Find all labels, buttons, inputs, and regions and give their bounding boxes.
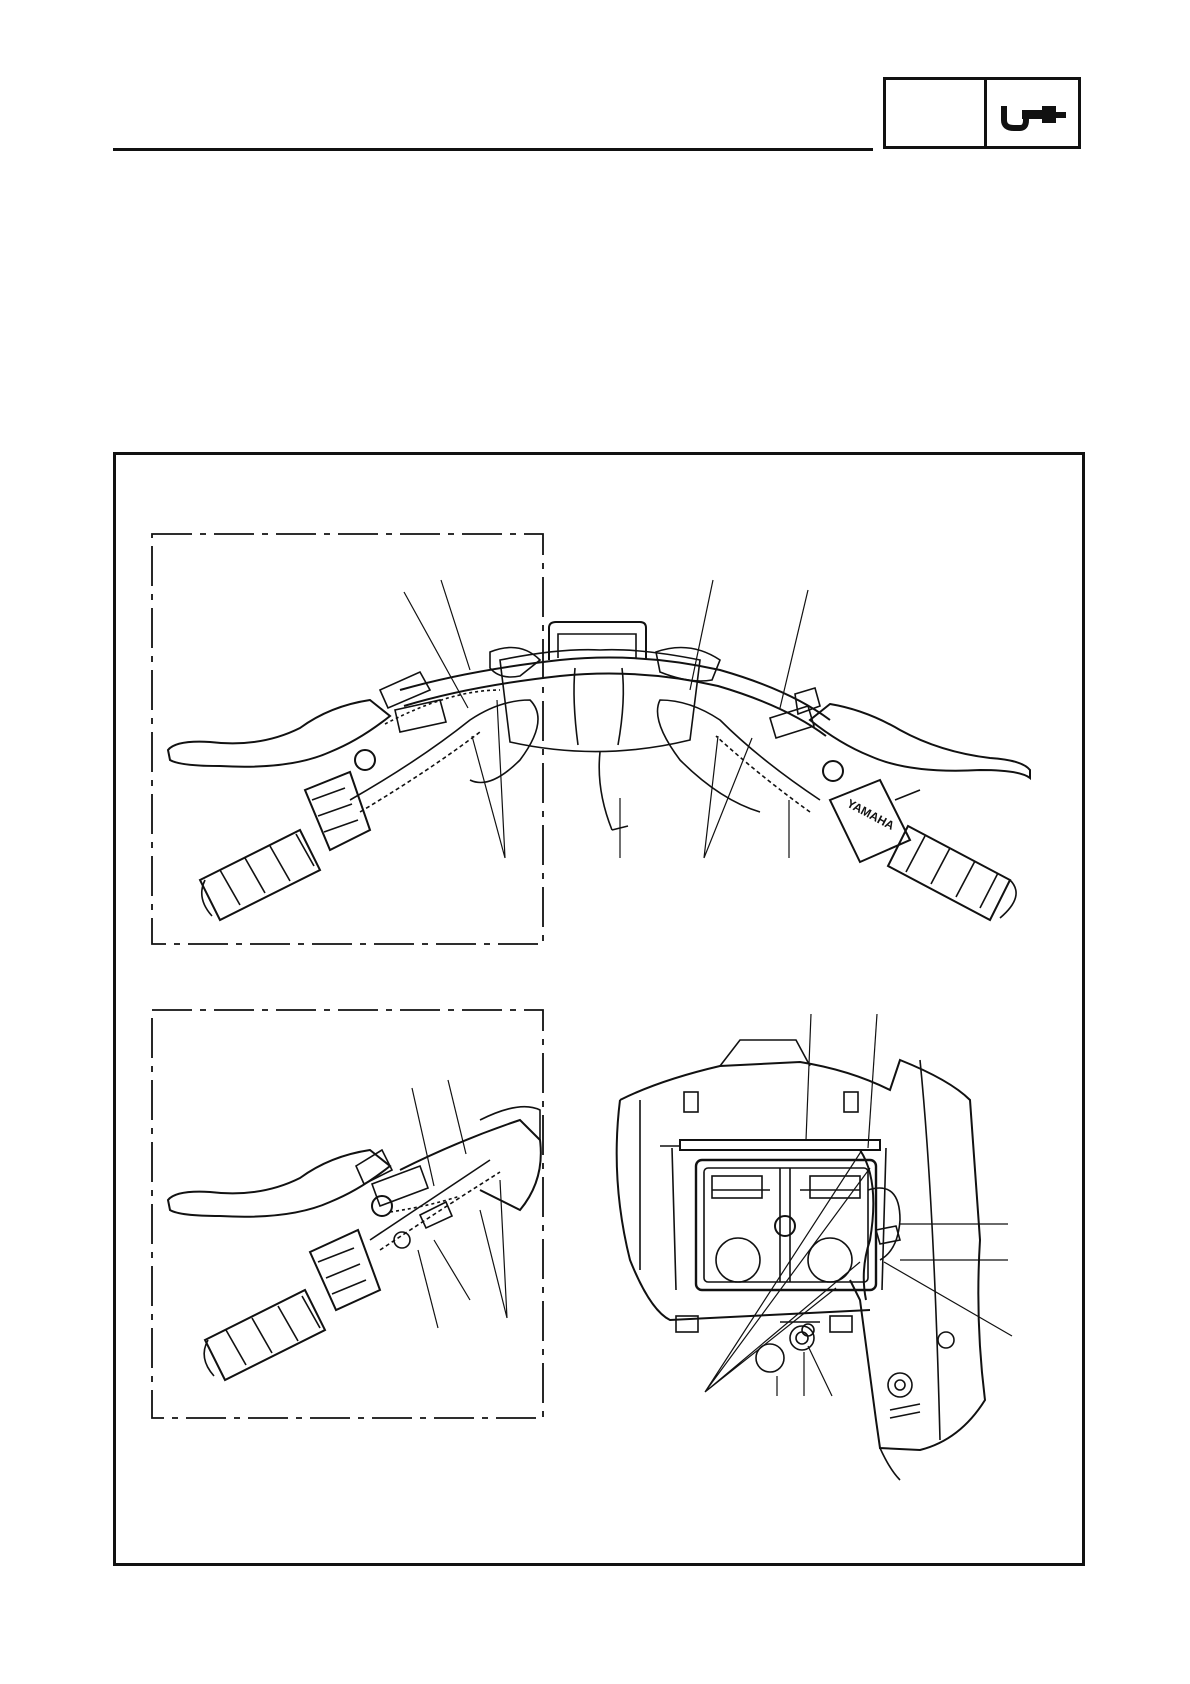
detail-frame-bottom-left [152, 1010, 543, 1418]
under-seat-view [617, 1014, 1012, 1480]
handlebar-full-view [168, 580, 1030, 920]
detail-frame-top-left [152, 534, 543, 944]
left-handlebar-detail [168, 1080, 541, 1380]
throttle-brand-label: YAMAHA [844, 796, 897, 833]
